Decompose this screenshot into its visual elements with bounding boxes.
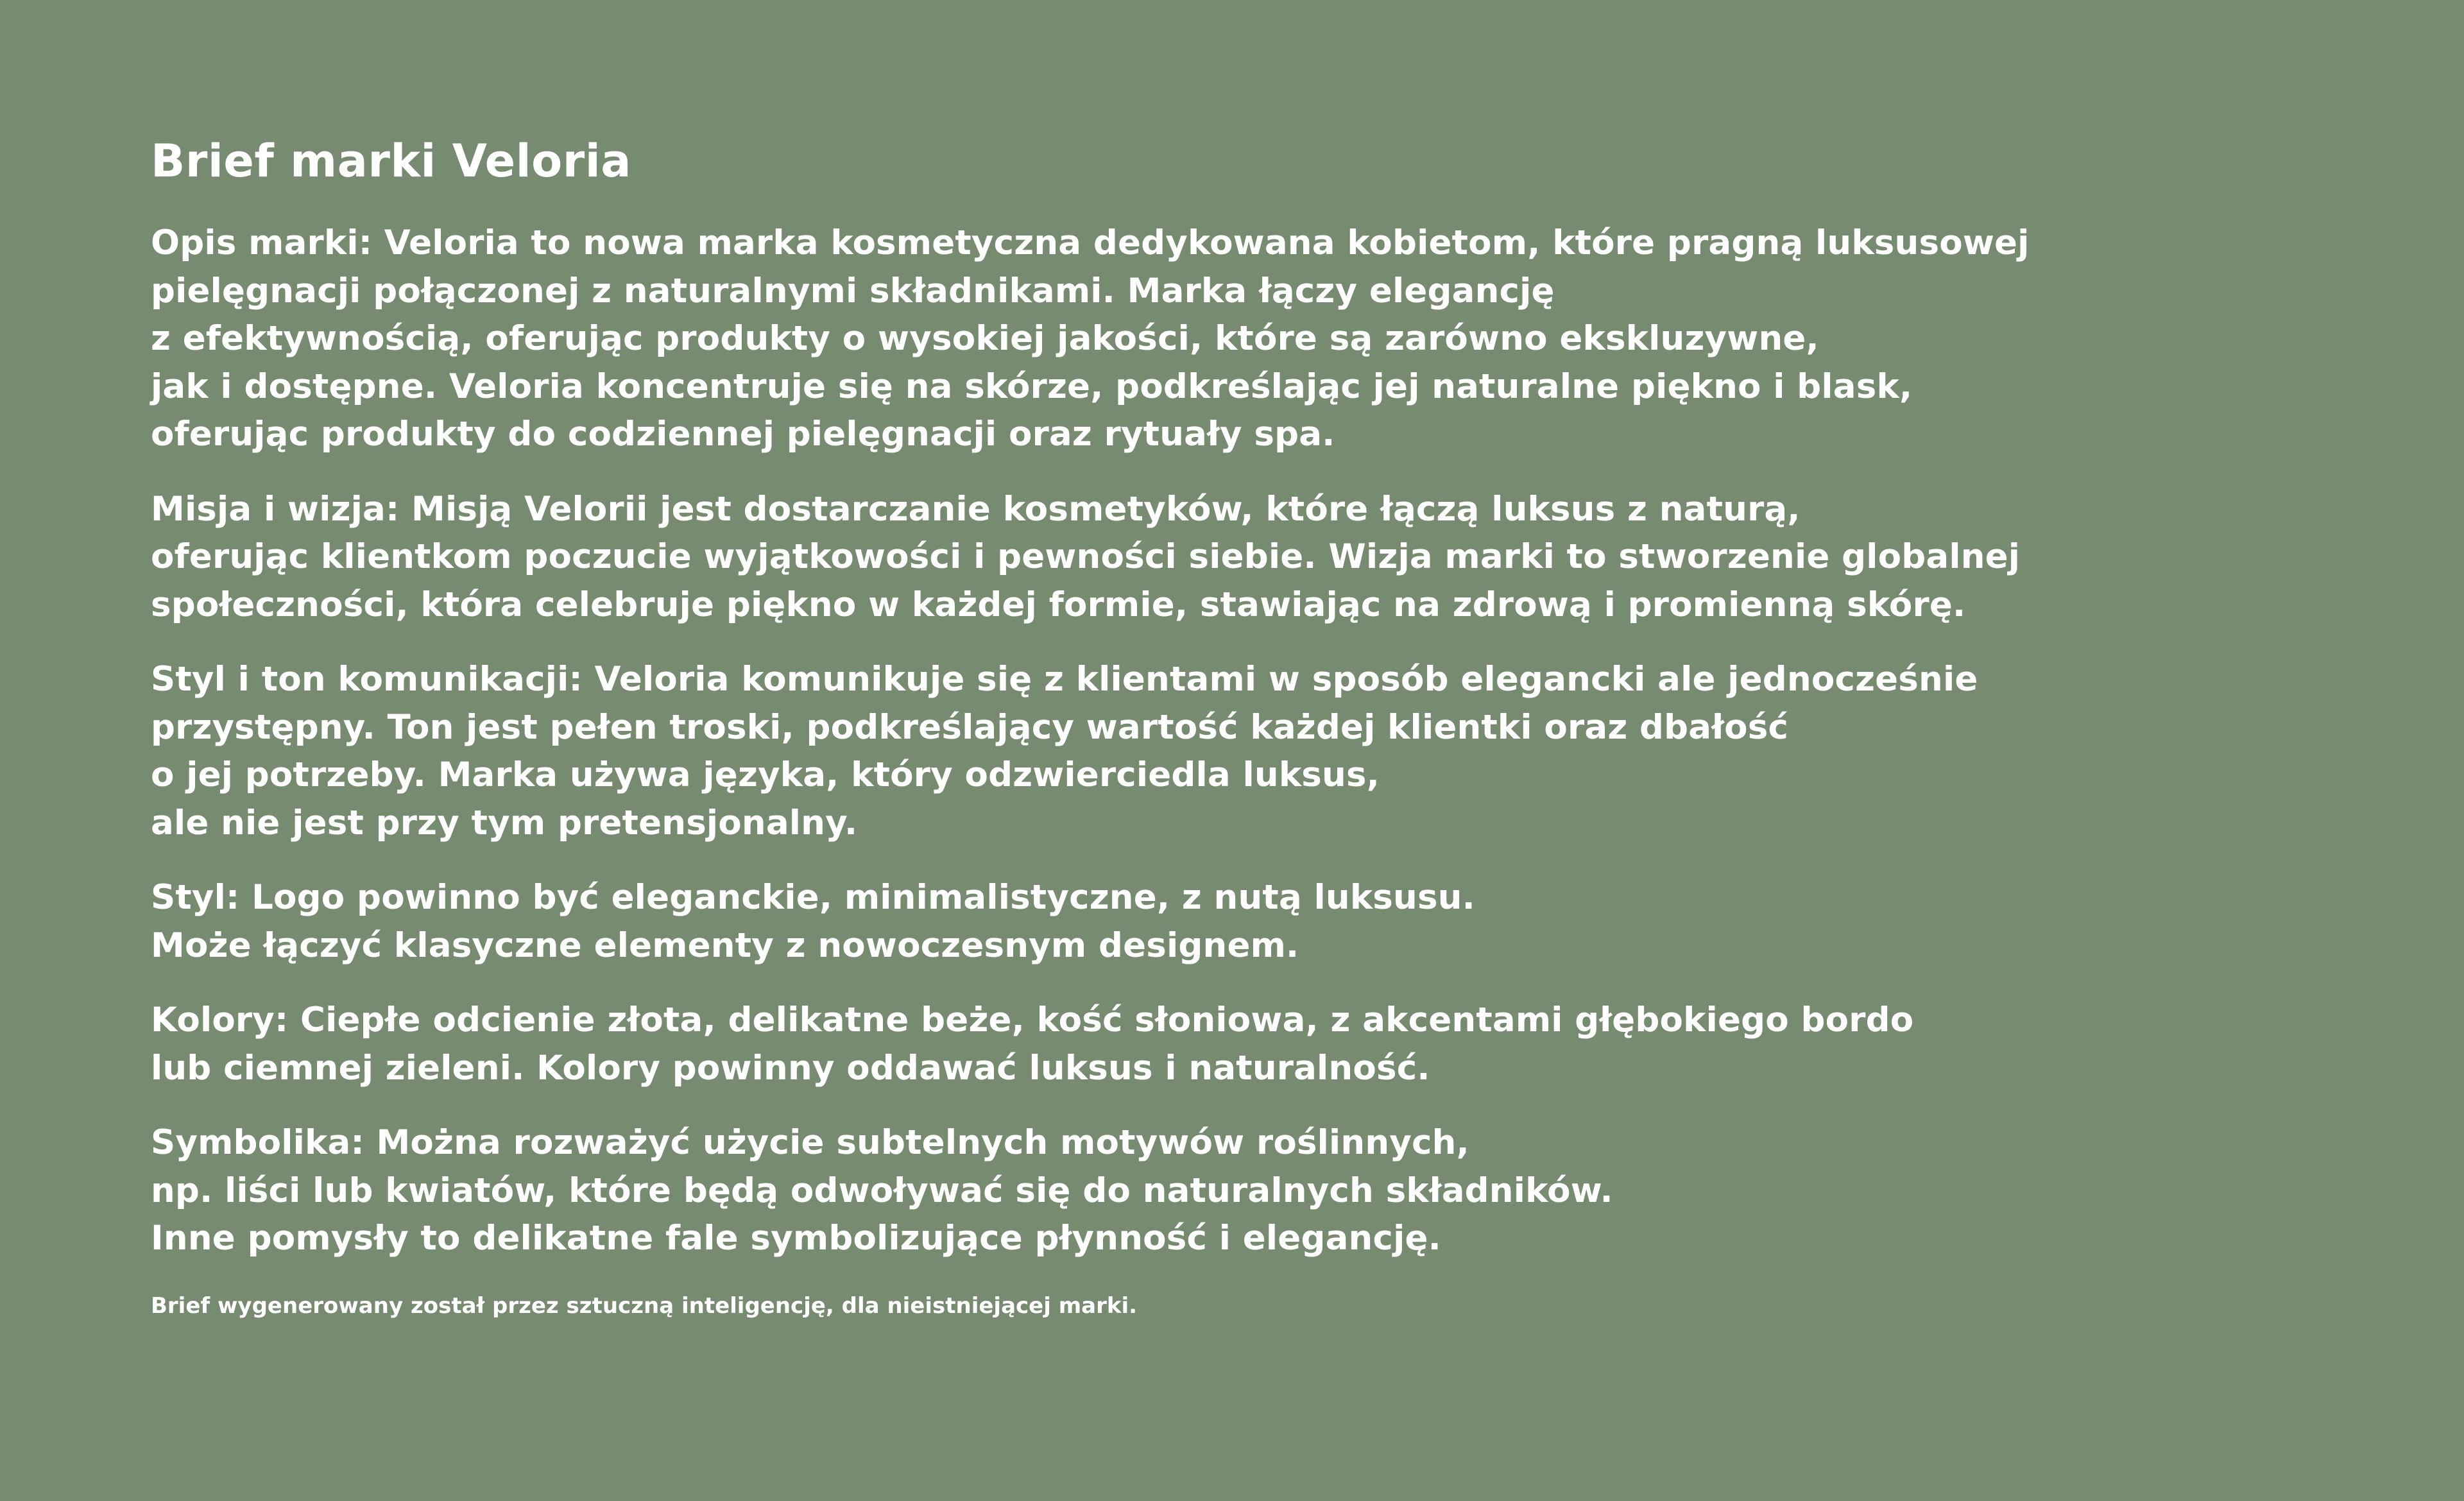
paragraph-line: oferując klientkom poczucie wyjątkowości i pewności siebie. Wizja marki to stworzenie globalnej (151, 537, 2021, 576)
paragraph-line: oferując produkty do codziennej pielęgnacji oraz rytuały spa. (151, 415, 1335, 454)
paragraph-line: Styl: Logo powinno być eleganckie, minimalistyczne, z nutą luksusu. (151, 878, 1475, 917)
paragraph-line: z efektywnością, oferując produkty o wysokiej jakości, które są zarówno ekskluzywne, (151, 319, 1819, 358)
footnote: Brief wygenerowany został przez sztuczną inteligencję, dla nieistniejącej marki. (151, 1292, 1138, 1319)
paragraph-line: Misja i wizja: Misją Velorii jest dostarczanie kosmetyków, które łączą luksus z naturą, (151, 489, 1801, 529)
section-colors (151, 997, 2268, 1092)
section-logo-style (151, 874, 2268, 970)
paragraph-line: Kolory: Ciepłe odcienie złota, delikatne beże, kość słoniowa, z akcentami głębokiego bordo (151, 1000, 1914, 1040)
paragraph-line: Styl i ton komunikacji: Veloria komunikuje się z klientami w sposób elegancki ale jednocześnie (151, 660, 1978, 699)
paragraph-line: ale nie jest przy tym pretensjonalny. (151, 803, 858, 843)
section-communication-style (151, 656, 2268, 847)
brief-title: Brief marki Veloria (151, 135, 631, 187)
paragraph-line: przystępny. Ton jest pełen troski, podkreślający wartość każdej klientki oraz dbałość (151, 707, 1789, 747)
section-symbolism (151, 1119, 2268, 1263)
paragraph-line: społeczności, która celebruje piękno w każdej formie, stawiając na zdrową i promienną skórę. (151, 585, 1966, 624)
paragraph-line: Symbolika: Można rozważyć użycie subtelnych motywów roślinnych, (151, 1123, 1469, 1162)
section-mission-vision (151, 486, 2268, 630)
paragraph-line: o jej potrzeby. Marka używa języka, który odzwierciedla luksus, (151, 755, 1380, 794)
paragraph-line: Inne pomysły to delikatne fale symbolizujące płynność i elegancję. (151, 1219, 1441, 1258)
section-brand-description (151, 219, 2268, 459)
paragraph-line: jak i dostępne. Veloria koncentruje się na skórze, podkreślając jej naturalne piękno i blask, (151, 366, 1913, 406)
paragraph-line: np. liści lub kwiatów, które będą odwoływać się do naturalnych składników. (151, 1171, 1613, 1210)
paragraph-line: pielęgnacji połączonej z naturalnymi składnikami. Marka łączy elegancję (151, 271, 1555, 311)
paragraph-line: Opis marki: Veloria to nowa marka kosmetyczna dedykowana kobietom, które pragną luksusowej (151, 223, 2030, 262)
paragraph-line: Może łączyć klasyczne elementy z nowoczesnym designem. (151, 925, 1299, 965)
paragraph-line: lub ciemnej zieleni. Kolory powinny oddawać luksus i naturalność. (151, 1048, 1430, 1088)
brief-document (151, 132, 2268, 1322)
